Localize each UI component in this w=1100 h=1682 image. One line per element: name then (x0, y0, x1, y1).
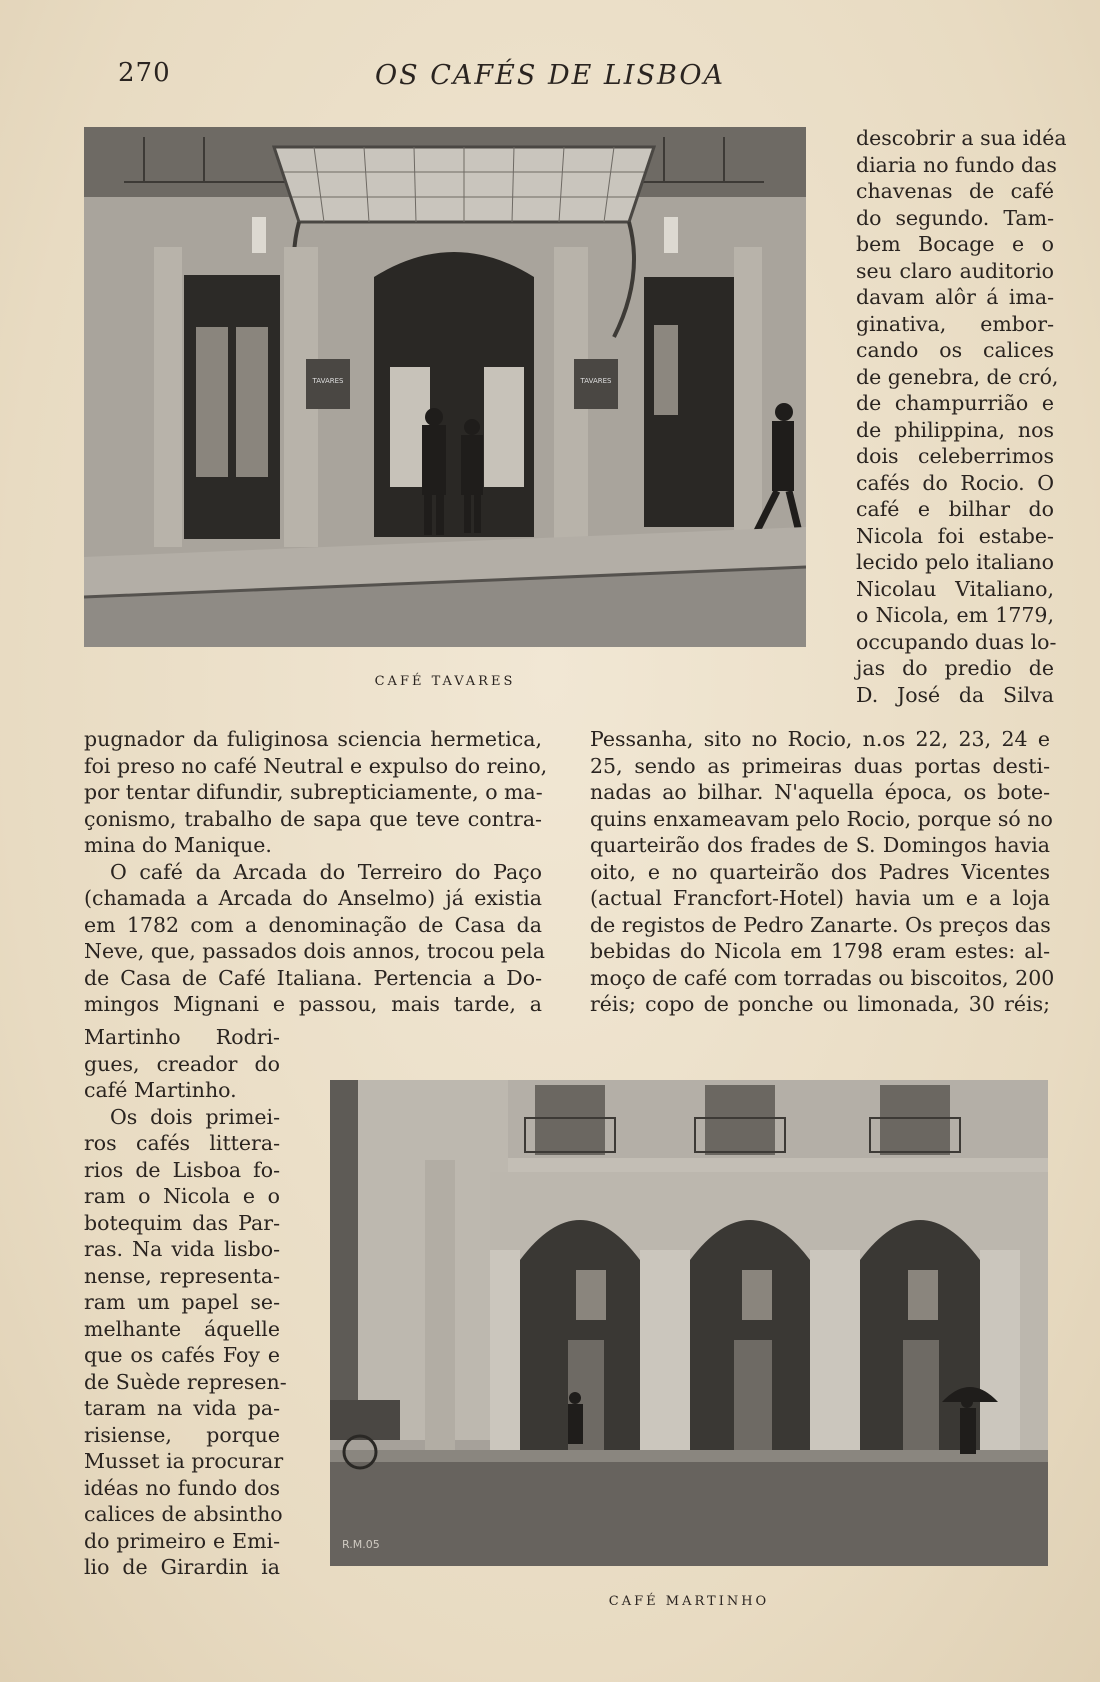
text-line: botequim das Par- (84, 1210, 280, 1235)
text-line: Nicola foi estabe- (856, 523, 1054, 548)
text-line: réis; copo de ponche ou limonada, 30 réis; (590, 992, 1050, 1016)
text-line: ram um papel se- (84, 1290, 280, 1314)
text-line: dois celeberrimos (856, 444, 1054, 468)
text-line: rios de Lisboa fo- (84, 1157, 280, 1182)
text-line: ras. Na vida lisbo- (84, 1237, 280, 1261)
text-line: Nicolau Vitaliano, (856, 576, 1054, 601)
text-line: descobrir a sua idéa (856, 126, 1067, 150)
text-line: Martinho Rodri- (84, 1025, 280, 1049)
text-right-mid (590, 726, 1055, 1018)
caption-cafe-tavares: CAFÉ TAVARES (374, 674, 516, 689)
tavares-sign-left: TAVARES (312, 377, 344, 385)
text-left-mid (84, 726, 548, 1018)
text-line: do primeiro e Emi- (84, 1528, 280, 1553)
text-line: Os dois primei- (110, 1104, 280, 1129)
text-line: chavenas de café (856, 179, 1054, 203)
text-line: cafés do Rocio. O (856, 470, 1054, 495)
text-line: café Martinho. (84, 1078, 237, 1102)
text-line: bem Bocage e o (856, 232, 1054, 256)
text-line: de registos de Pedro Zanarte. Os preços das (590, 912, 1051, 937)
text-line: de champurrião e (856, 391, 1054, 415)
text-line: jas do predio de (856, 656, 1054, 680)
running-title: OS CAFÉS DE LISBOA (375, 60, 725, 91)
text-line: nense, representa- (84, 1263, 280, 1288)
text-line: mina do Manique. (84, 833, 272, 857)
text-line: calices de absintho (84, 1502, 283, 1526)
text-line: o Nicola, em 1779, (856, 603, 1054, 627)
text-line: pugnador da fuliginosa sciencia hermetica, (84, 727, 542, 751)
photo-cafe-martinho (330, 1080, 1048, 1566)
text-line: moço de café com torradas ou biscoitos, 200 (590, 965, 1055, 990)
text-line: melhante áquelle (84, 1316, 280, 1341)
text-line: occupando duas lo- (856, 629, 1057, 654)
text-line: risiense, porque (84, 1422, 280, 1447)
text-line: ros cafés littera- (84, 1131, 280, 1155)
text-left-bottom (84, 1024, 287, 1581)
text-line: foi preso no café Neutral e expulso do reino, (84, 753, 548, 778)
text-line: que os cafés Foy e (84, 1343, 280, 1367)
text-line: de genebra, de cró, (856, 364, 1059, 389)
text-line: oito, e no quarteirão dos Padres Vicentes (590, 859, 1050, 884)
text-line: gues, creador do (84, 1051, 280, 1076)
text-line: café e bilhar do (856, 497, 1054, 521)
tavares-sign-right: TAVARES (580, 377, 612, 385)
text-line: davam alôr á ima- (856, 285, 1054, 309)
page-number: 270 (118, 58, 171, 88)
text-line: Pessanha, sito no Rocio, n.os 22, 23, 24 e (590, 727, 1050, 751)
text-line: ginativa, embor- (856, 311, 1054, 336)
text-line: mingos Mignani e passou, mais tarde, a (84, 992, 542, 1016)
text-line: Neve, que, passados dois annos, trocou pela (84, 939, 545, 963)
text-line: nadas ao bilhar. N'aquella época, os bote- (590, 780, 1050, 804)
text-line: O café da Arcada do Terreiro do Paço (110, 859, 542, 884)
text-line: lio de Girardin ia (84, 1555, 280, 1579)
text-line: idéas no fundo dos (84, 1475, 280, 1500)
text-right-top (856, 125, 1067, 708)
caption-cafe-martinho: CAFÉ MARTINHO (608, 1594, 770, 1609)
text-line: em 1782 com a denominação de Casa da (84, 912, 542, 937)
text-line: quarteirão dos frades de S. Domingos havia (590, 833, 1050, 857)
text-line: quins enxameavam pelo Rocio, porque só no (590, 806, 1053, 831)
text-line: D. José da Silva (856, 682, 1054, 707)
text-line: Musset ia procurar (84, 1449, 284, 1473)
text-line: taram na vida pa- (84, 1396, 280, 1420)
text-line: diaria no fundo das (856, 152, 1057, 177)
photo-signature: R.M.05 (342, 1538, 380, 1551)
text-line: (actual Francfort-Hotel) havia um e a loja (590, 886, 1050, 910)
text-line: çonismo, trabalho de sapa que teve contra- (84, 806, 542, 831)
text-line: de Casa de Café Italiana. Pertencia a Do- (84, 965, 542, 990)
photo-cafe-tavares (84, 127, 806, 647)
text-line: de Suède represen- (84, 1369, 287, 1394)
text-line: seu claro auditorio (856, 258, 1054, 283)
text-line: (chamada a Arcada do Anselmo) já existia (84, 886, 542, 910)
text-line: 25, sendo as primeiras duas portas desti- (590, 753, 1050, 778)
text-line: do segundo. Tam- (856, 205, 1054, 230)
text-line: lecido pelo italiano (856, 550, 1054, 574)
text-line: de philippina, nos (856, 417, 1054, 442)
text-line: ram o Nicola e o (84, 1184, 280, 1208)
text-line: por tentar difundir, subrepticiamente, o ma- (84, 780, 543, 804)
text-line: cando os calices (856, 338, 1054, 362)
text-line: bebidas do Nicola em 1798 eram estes: al- (590, 939, 1050, 963)
